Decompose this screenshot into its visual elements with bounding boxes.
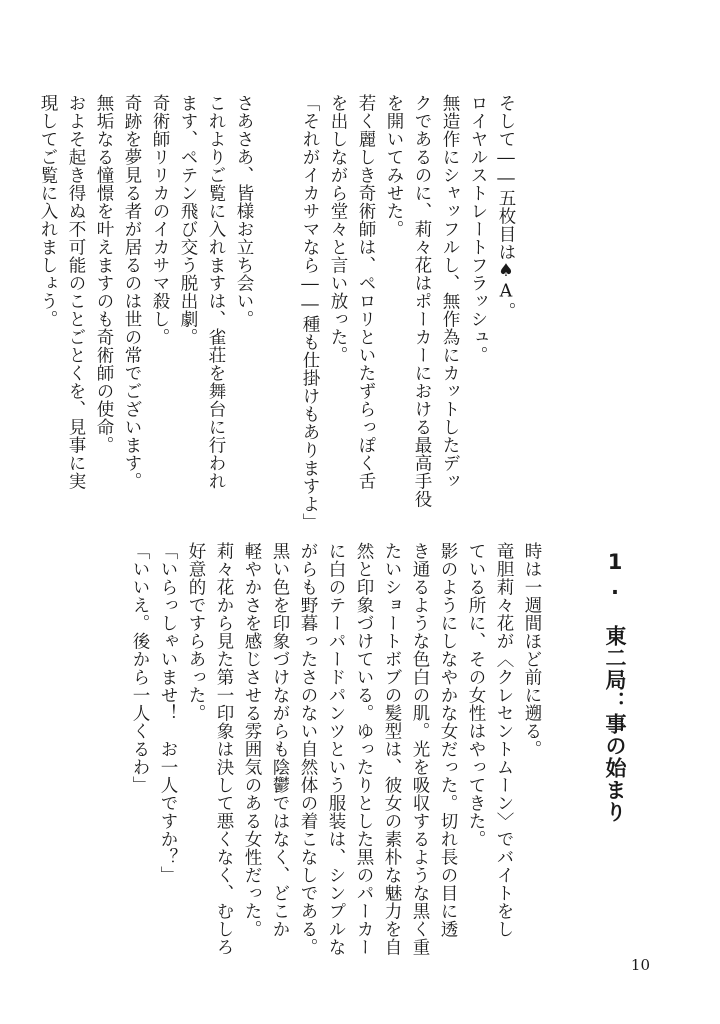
text-line: を出しながら堂々と言い放った。 bbox=[328, 94, 348, 364]
text-line: 然と印象づけている。ゆったりとした黒のパーカー bbox=[354, 542, 374, 956]
text-line: さあさあ、皆様お立ち会い。 bbox=[234, 94, 254, 328]
text-line: 現してご覧に入れましょう。 bbox=[38, 94, 58, 328]
text-line: 黒い色を印象づけながらも陰鬱ではなく、どこか bbox=[270, 542, 290, 938]
text-line: き通るような色白の肌。光を吸収するような黒く重 bbox=[410, 542, 430, 956]
upper-right-text-block bbox=[296, 94, 520, 534]
text-line: たいショートボブの髪型は、彼女の素朴な魅力を自 bbox=[382, 542, 402, 956]
page-number: 10 bbox=[630, 956, 650, 974]
text-line: 若く麗しき奇術師は、ペロリといたずらっぽく舌 bbox=[356, 94, 376, 490]
text-line: 奇術師リリカのイカサマ殺し。 bbox=[150, 94, 170, 346]
chapter-heading: 1. 東二局：事の始まり bbox=[603, 550, 627, 823]
text-line: 影のようにしなやかな女だった。切れ長の目に透 bbox=[438, 542, 458, 938]
text-line: そして――五枚目は♠A。 bbox=[496, 94, 516, 320]
text-line: クであるのに、莉々花はポーカーにおける最高手役 bbox=[412, 94, 432, 508]
text-line: 竜胆莉々花が〈クレセントムーン〉でバイトをし bbox=[494, 542, 514, 938]
text-line: ロイヤルストレートフラッシュ。 bbox=[468, 94, 488, 364]
text-line: 無垢なる憧憬を叶えますのも奇術師の使命。 bbox=[94, 94, 114, 454]
upper-left-text-block bbox=[34, 94, 258, 534]
text-line: に白のテーパードパンツという服装は、シンプルな bbox=[326, 542, 346, 956]
text-line: ます、ペテン飛び交う脱出劇。 bbox=[178, 94, 198, 346]
lower-text-block bbox=[126, 542, 546, 962]
text-line: 時は一週間ほど前に遡る。 bbox=[522, 542, 542, 758]
text-line: ている所に、その女性はやってきた。 bbox=[466, 542, 486, 848]
text-line: 無造作にシャッフルし、無作為にカットしたデッ bbox=[440, 94, 460, 490]
text-line: 好意的ですらあった。 bbox=[186, 542, 206, 722]
text-line: これよりご覧に入れますは、雀荘を舞台に行われ bbox=[206, 94, 226, 490]
text-line: がらも野暮ったさのない自然体の着こなしである。 bbox=[298, 542, 318, 956]
text-line: およそ起き得ぬ不可能のことごとくを、見事に実 bbox=[66, 94, 86, 490]
text-line: 「いいえ。後から一人くるわ」 bbox=[130, 542, 150, 794]
text-line: 「いらっしゃいませ！ お一人ですか？」 bbox=[158, 542, 178, 884]
text-line: 奇跡を夢見る者が居るのは世の常でございます。 bbox=[122, 94, 142, 490]
text-line: 「それがイカサマなら――種も仕掛けもありますよ」 bbox=[300, 94, 320, 531]
text-line: 莉々花から見た第一印象は決して悪くなく、むしろ bbox=[214, 542, 234, 956]
text-line: を開いてみせた。 bbox=[384, 94, 404, 238]
text-line: 軽やかさを感じさせる雰囲気のある女性だった。 bbox=[242, 542, 262, 938]
